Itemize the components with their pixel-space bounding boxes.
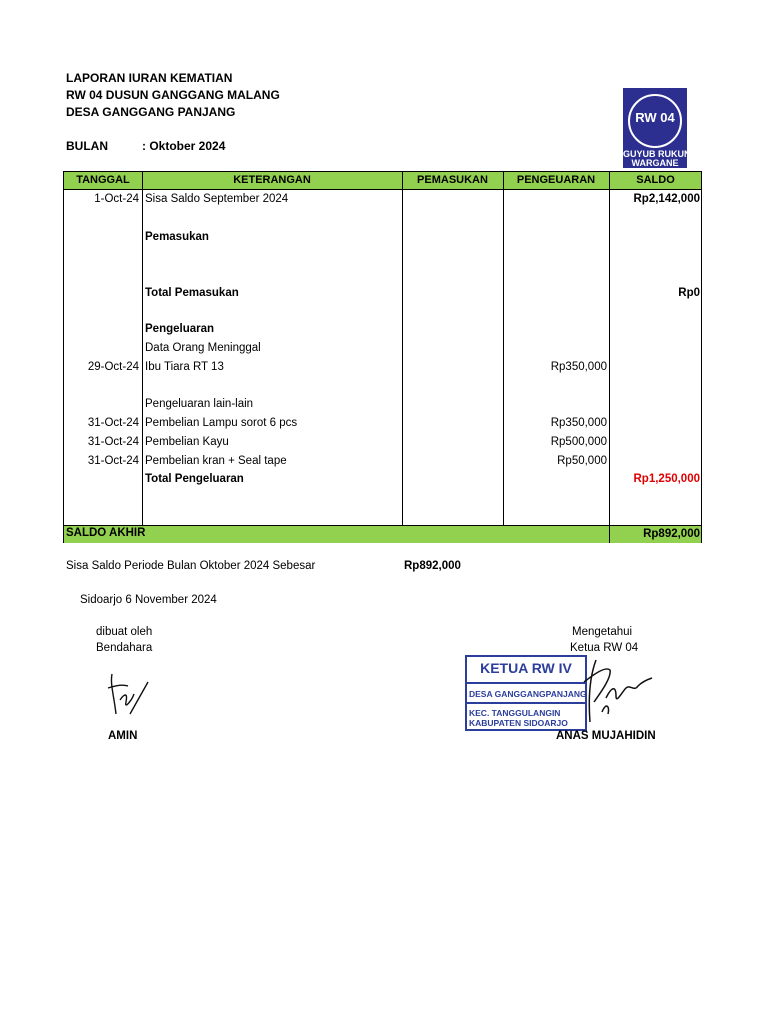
- sign-left-role: Bendahara: [96, 642, 153, 654]
- stamp-divider: [467, 682, 585, 684]
- stamp-title: KETUA RW IV: [480, 660, 572, 676]
- summary-value: Rp892,000: [404, 560, 461, 572]
- saldo-akhir-label: SALDO AKHIR: [66, 527, 146, 539]
- row-date: 1-Oct-24: [94, 193, 139, 205]
- bulan-label: BULAN: [66, 139, 108, 153]
- row-description: Ibu Tiara RT 13: [145, 361, 224, 373]
- total-pengeluaran-label: Total Pengeluaran: [145, 473, 244, 485]
- row-date: 31-Oct-24: [87, 455, 139, 467]
- col-saldo: SALDO: [636, 174, 675, 186]
- row-date: 31-Oct-24: [87, 436, 139, 448]
- row-description: Data Orang Meninggal: [145, 342, 261, 354]
- saldo-akhir-value: Rp892,000: [643, 528, 700, 540]
- divider: [142, 172, 143, 525]
- table-header: [64, 172, 701, 190]
- signature-right: [576, 652, 656, 732]
- section-pemasukan: Pemasukan: [145, 231, 209, 243]
- report-subtitle-desa: DESA GANGGANG PANJANG: [66, 105, 236, 119]
- col-pengeluaran: PENGEUARAN: [516, 174, 596, 186]
- sign-left-name: AMIN: [108, 730, 138, 742]
- stamp-line-2: KEC. TANGGULANGIN: [469, 708, 561, 718]
- logo-sub-text-1: GUYUB RUKUN: [623, 149, 691, 159]
- total-pemasukan-label: Total Pemasukan: [145, 287, 239, 299]
- row-description: Pembelian kran + Seal tape: [145, 455, 287, 467]
- divider: [503, 172, 504, 525]
- official-stamp: [465, 655, 587, 731]
- row-description: Pembelian Lampu sorot 6 pcs: [145, 417, 298, 429]
- row-date: 31-Oct-24: [87, 417, 139, 429]
- section-pengeluaran: Pengeluaran: [145, 323, 215, 335]
- place-date: Sidoarjo 6 November 2024: [80, 594, 217, 606]
- signature-left: [104, 670, 152, 722]
- bulan-value: : Oktober 2024: [142, 139, 226, 153]
- row-description: Pengeluaran lain-lain: [145, 398, 254, 410]
- row-pengeluaran: Rp350,000: [550, 417, 607, 429]
- col-pemasukan: PEMASUKAN: [417, 174, 488, 186]
- stamp-divider: [467, 702, 585, 704]
- summary-text: Sisa Saldo Periode Bulan Oktober 2024 Sebesar: [66, 560, 316, 572]
- saldo-akhir-row: [64, 525, 701, 543]
- row-description: Pembelian Kayu: [145, 436, 229, 448]
- sign-left-caption: dibuat oleh: [96, 626, 153, 638]
- row-saldo: Rp2,142,000: [633, 193, 700, 205]
- stamp-line-1: DESA GANGGANGPANJANG: [469, 689, 587, 699]
- total-pemasukan-value: Rp0: [678, 287, 700, 299]
- col-tanggal: TANGGAL: [76, 174, 130, 186]
- col-keterangan: KETERANGAN: [233, 174, 311, 186]
- logo-main-text: RW 04: [635, 110, 675, 125]
- row-description: Sisa Saldo September 2024: [145, 193, 289, 205]
- row-pengeluaran: Rp350,000: [550, 361, 607, 373]
- sign-right-role: Ketua RW 04: [570, 642, 639, 654]
- total-pengeluaran-value: Rp1,250,000: [633, 473, 700, 485]
- row-pengeluaran: Rp50,000: [557, 455, 607, 467]
- report-subtitle-rw: RW 04 DUSUN GANGGANG MALANG: [66, 88, 280, 102]
- report-title: LAPORAN IURAN KEMATIAN: [66, 71, 233, 85]
- sign-right-name: ANAS MUJAHIDIN: [556, 730, 656, 742]
- row-date: 29-Oct-24: [87, 361, 139, 373]
- report-table: [63, 171, 702, 543]
- rw-logo: [623, 88, 691, 168]
- divider: [402, 172, 403, 525]
- logo-sub-text-2: WARGANE: [631, 158, 679, 168]
- row-pengeluaran: Rp500,000: [550, 436, 607, 448]
- sign-right-caption: Mengetahui: [572, 626, 633, 638]
- stamp-line-3: KABUPATEN SIDOARJO: [469, 718, 568, 728]
